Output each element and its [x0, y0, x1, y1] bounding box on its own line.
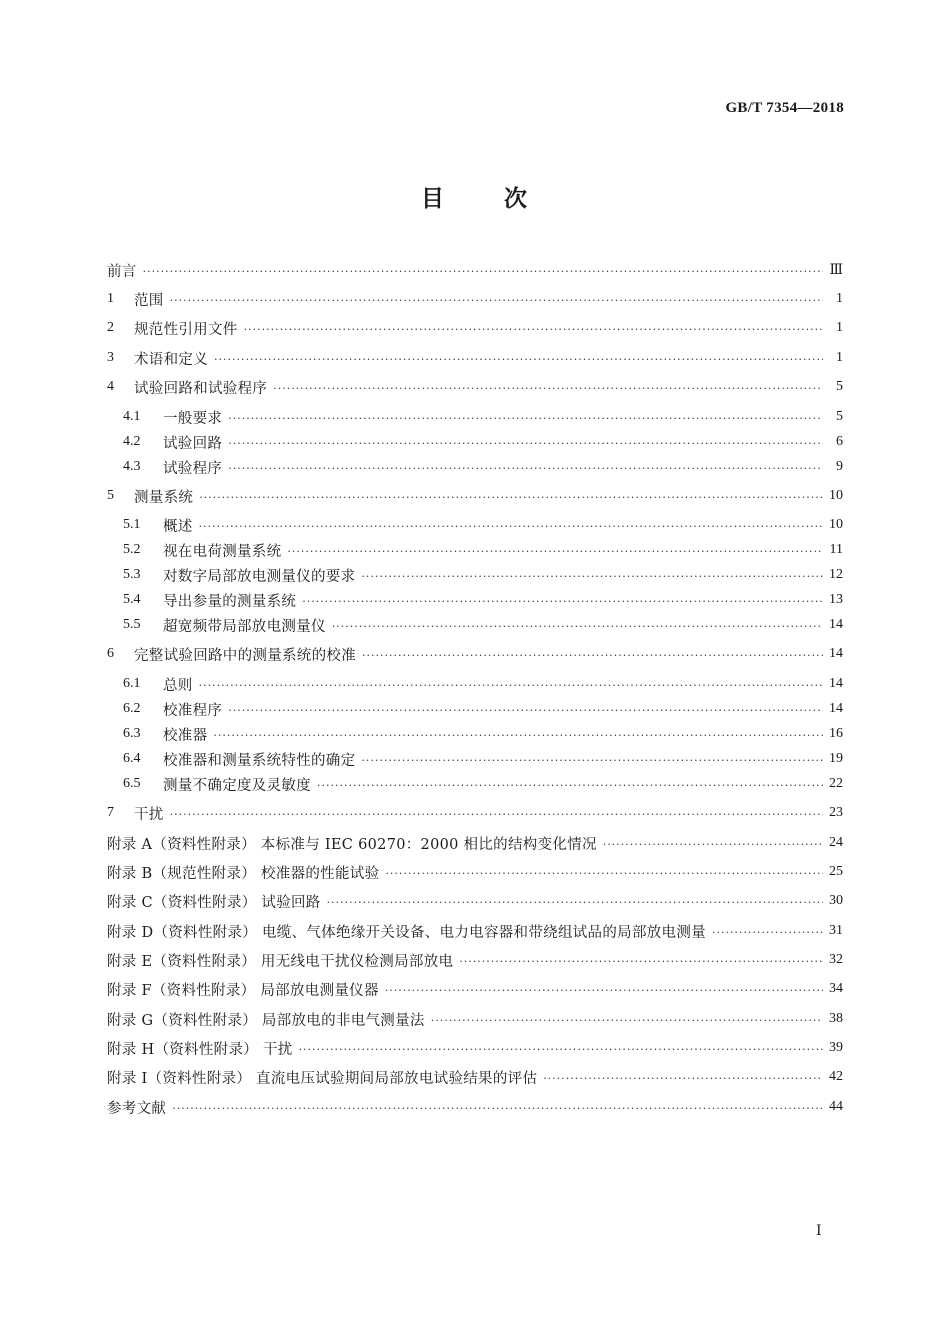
toc-entry-number: 5.2: [123, 542, 141, 557]
toc-entry-label: 附录 B（规范性附录） 校准器的性能试验: [107, 865, 380, 882]
toc-entry-number: 1: [107, 291, 114, 306]
toc-entry[interactable]: [107, 613, 843, 637]
toc-entry-label: 干扰: [134, 806, 164, 823]
toc-entry-page: 14: [829, 701, 843, 716]
toc-entry[interactable]: [107, 889, 843, 913]
toc-entry[interactable]: [107, 1036, 843, 1060]
toc-leader-dots: [287, 545, 823, 558]
toc-entry-page: 11: [829, 542, 843, 557]
toc-entry-page: 5: [836, 379, 843, 394]
toc-entry[interactable]: [107, 1065, 843, 1089]
toc-entry[interactable]: [107, 860, 843, 884]
toc-entry-page: 30: [829, 893, 843, 908]
toc-entry-label: 附录 I（资料性附录） 直流电压试验期间局部放电试验结果的评估: [107, 1070, 538, 1087]
toc-leader-dots: [459, 955, 823, 968]
toc-entry-number: 4.3: [123, 459, 141, 474]
toc-entry[interactable]: [107, 801, 843, 825]
toc-leader-dots: [170, 808, 823, 821]
toc-entry-label: 校准器和测量系统特性的确定: [163, 752, 356, 769]
toc-entry[interactable]: [107, 1007, 843, 1031]
toc-entry-page: 14: [829, 676, 843, 691]
toc-entry-label: 试验回路和试验程序: [134, 380, 268, 397]
toc-leader-dots: [199, 679, 823, 692]
toc-entry-number: 5.1: [123, 517, 141, 532]
toc-leader-dots: [213, 729, 823, 742]
toc-entry-number: 6: [107, 646, 114, 661]
toc-entry-label: 校准程序: [163, 702, 223, 719]
toc-leader-dots: [170, 294, 823, 307]
toc-entry[interactable]: [107, 538, 843, 562]
toc-entry-label: 范围: [134, 292, 164, 309]
toc-entry[interactable]: [107, 948, 843, 972]
toc-entry-number: 4: [107, 379, 114, 394]
toc-entry-page: 14: [829, 646, 843, 661]
toc-entry-number: 2: [107, 320, 114, 335]
toc-entry-label: 校准器: [163, 727, 208, 744]
toc-entry-page: 42: [829, 1069, 843, 1084]
toc-entry-label: 测量系统: [134, 489, 194, 506]
toc-entry-label: 附录 C（资料性附录） 试验回路: [107, 894, 321, 911]
toc-entry[interactable]: [107, 375, 843, 399]
toc-entry-page: 12: [829, 567, 843, 582]
toc-entry[interactable]: [107, 722, 843, 746]
toc-entry-number: 6.5: [123, 776, 141, 791]
toc-entry-page: 23: [829, 805, 843, 820]
toc-entry-label: 总则: [163, 677, 193, 694]
toc-leader-dots: [228, 462, 823, 475]
toc-entry-page: 25: [829, 864, 843, 879]
toc-entry[interactable]: [107, 405, 843, 429]
toc-entry[interactable]: [107, 316, 843, 340]
toc-entry-label: 超宽频带局部放电测量仪: [163, 618, 326, 635]
toc-entry-label: 附录 D（资料性附录） 电缆、气体绝缘开关设备、电力电容器和带绕组试品的局部放电测量: [107, 924, 706, 941]
toc-entry[interactable]: [107, 747, 843, 771]
toc-entry-page: 1: [836, 291, 843, 306]
toc-entry-label: 导出参量的测量系统: [163, 593, 297, 610]
toc-leader-dots: [317, 779, 823, 792]
toc-leader-dots: [327, 896, 823, 909]
toc-entry[interactable]: [107, 642, 843, 666]
standard-code: GB/T 7354—2018: [725, 100, 844, 116]
toc-entry-number: 6.2: [123, 701, 141, 716]
toc-entry[interactable]: [107, 672, 843, 696]
toc-entry-page: 13: [829, 592, 843, 607]
toc-leader-dots: [332, 620, 823, 633]
toc-entry[interactable]: [107, 977, 843, 1001]
toc-entry-number: 4.1: [123, 409, 141, 424]
toc-entry-label: 规范性引用文件: [134, 321, 238, 338]
toc-entry-number: 4.2: [123, 434, 141, 449]
toc-entry-page: 19: [829, 751, 843, 766]
toc-entry-page: 44: [829, 1099, 843, 1114]
toc-entry-number: 5.3: [123, 567, 141, 582]
toc-entry-label: 对数字局部放电测量仪的要求: [163, 568, 356, 585]
toc-leader-dots: [302, 595, 823, 608]
toc-entry-page: 16: [829, 726, 843, 741]
toc-entry-page: Ⅲ: [829, 262, 843, 278]
toc-entry[interactable]: [107, 430, 843, 454]
toc-entry-number: 5: [107, 488, 114, 503]
toc-leader-dots: [543, 1072, 823, 1085]
toc-entry[interactable]: [107, 346, 843, 370]
toc-entry[interactable]: [107, 919, 843, 943]
toc-entry-number: 5.4: [123, 592, 141, 607]
toc-leader-dots: [228, 704, 823, 717]
toc-entry-page: 14: [829, 617, 843, 632]
toc-entry[interactable]: [107, 772, 843, 796]
toc-entry-page: 10: [829, 517, 843, 532]
toc-leader-dots: [228, 412, 823, 425]
toc-entry-label: 附录 G（资料性附录） 局部放电的非电气测量法: [107, 1012, 425, 1029]
toc-entry-number: 6.4: [123, 751, 141, 766]
toc-leader-dots: [199, 520, 823, 533]
toc-entry-label: 附录 F（资料性附录） 局部放电测量仪器: [107, 982, 379, 999]
toc-leader-dots: [712, 926, 823, 939]
toc-entry-label: 概述: [163, 518, 193, 535]
toc-leader-dots: [214, 353, 823, 366]
toc-entry-page: 39: [829, 1040, 843, 1055]
toc-leader-dots: [228, 437, 823, 450]
toc-entry-page: 5: [836, 409, 843, 424]
toc-entry-page: 38: [829, 1011, 843, 1026]
toc-entry-label: 测量不确定度及灵敏度: [163, 777, 311, 794]
toc-entry-page: 1: [836, 320, 843, 335]
toc-leader-dots: [385, 984, 823, 997]
toc-entry[interactable]: [107, 697, 843, 721]
toc-entry-label: 完整试验回路中的测量系统的校准: [134, 647, 356, 664]
toc-entry-label: 术语和定义: [134, 351, 208, 368]
toc-entry[interactable]: [107, 588, 843, 612]
toc-entry-page: 34: [829, 981, 843, 996]
page-number: Ⅰ: [816, 1224, 822, 1239]
page-title: 目 次: [420, 186, 529, 212]
toc-entry-label: 前言: [107, 263, 137, 280]
toc-entry[interactable]: [107, 1095, 843, 1119]
toc-leader-dots: [199, 491, 823, 504]
toc-entry-label: 一般要求: [163, 410, 223, 427]
toc-entry[interactable]: [107, 258, 843, 282]
toc-leader-dots: [143, 265, 823, 278]
toc-entry-page: 10: [829, 488, 843, 503]
toc-leader-dots: [244, 323, 823, 336]
toc-entry-number: 5.5: [123, 617, 141, 632]
toc-entry-label: 视在电荷测量系统: [163, 543, 282, 560]
toc-entry-number: 6.1: [123, 676, 141, 691]
toc-entry[interactable]: [107, 831, 843, 855]
toc-entry-page: 24: [829, 835, 843, 850]
toc-entry-number: 3: [107, 350, 114, 365]
toc-leader-dots: [362, 649, 823, 662]
toc-entry-label: 试验程序: [163, 460, 223, 477]
toc-leader-dots: [603, 838, 823, 851]
toc-leader-dots: [172, 1102, 823, 1115]
toc-entry[interactable]: [107, 513, 843, 537]
toc-entry-number: 6.3: [123, 726, 141, 741]
toc-entry-page: 32: [829, 952, 843, 967]
toc-entry-label: 附录 A（资料性附录） 本标准与 IEC 60270：2000 相比的结构变化情况: [107, 836, 597, 853]
toc-entry[interactable]: [107, 484, 843, 508]
toc-entry[interactable]: [107, 287, 843, 311]
toc-entry[interactable]: [107, 563, 843, 587]
toc-entry-page: 6: [836, 434, 843, 449]
toc-entry-page: 1: [836, 350, 843, 365]
toc-entry-label: 试验回路: [163, 435, 223, 452]
toc-leader-dots: [431, 1014, 823, 1027]
toc-entry-page: 22: [829, 776, 843, 791]
toc-entry-page: 31: [829, 923, 843, 938]
toc-leader-dots: [361, 754, 823, 767]
toc-leader-dots: [361, 570, 823, 583]
toc-leader-dots: [273, 382, 823, 395]
toc-entry-number: 7: [107, 805, 114, 820]
toc-entry[interactable]: [107, 455, 843, 479]
toc-entry-label: 参考文献: [107, 1100, 167, 1117]
toc-entry-label: 附录 E（资料性附录） 用无线电干扰仪检测局部放电: [107, 953, 454, 970]
toc-leader-dots: [385, 867, 823, 880]
toc-entry-label: 附录 H（资料性附录） 干扰: [107, 1041, 293, 1058]
toc-leader-dots: [299, 1043, 823, 1056]
toc-entry-page: 9: [836, 459, 843, 474]
